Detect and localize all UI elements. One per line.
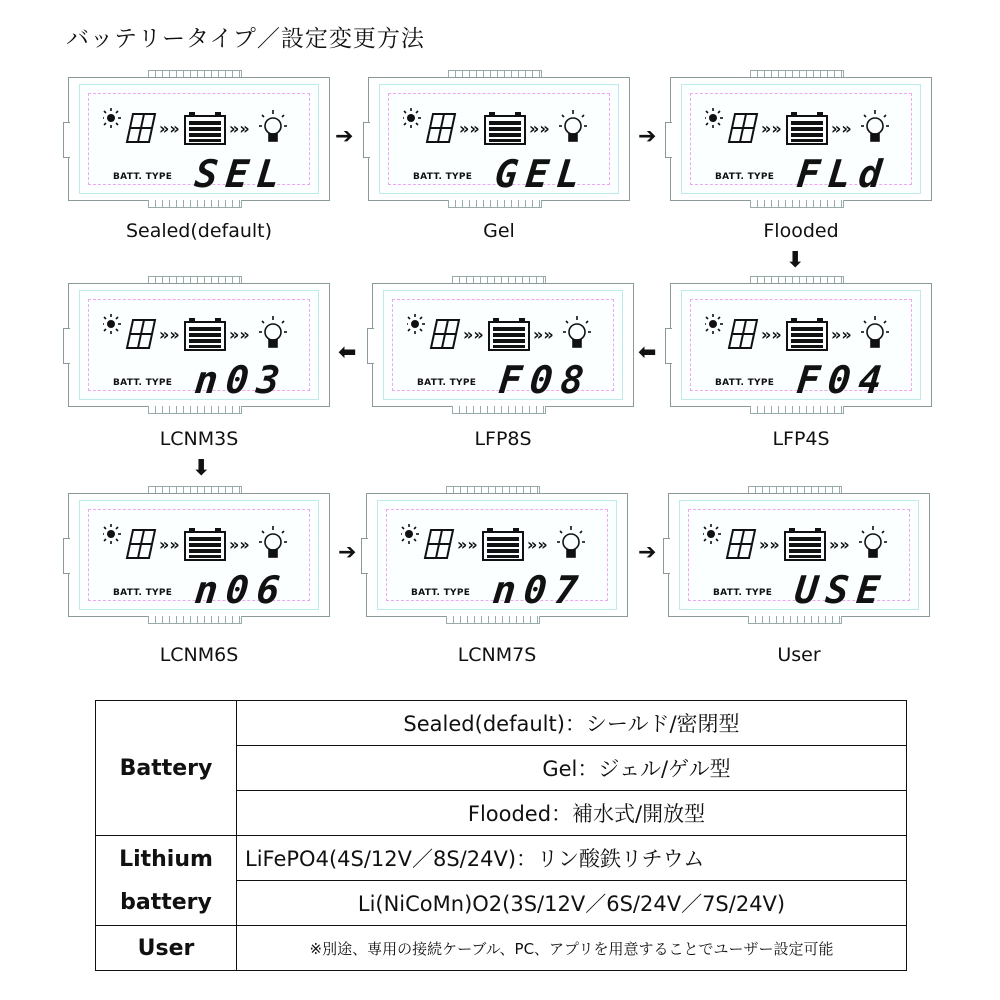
sun-icon <box>705 108 723 128</box>
side-tab <box>367 328 374 364</box>
battery-icon <box>185 528 225 560</box>
connector-pins-bottom <box>148 616 242 624</box>
flow-arrows-icon <box>463 325 484 344</box>
connector-pins-bottom <box>446 616 540 624</box>
lcd-frame <box>670 283 932 407</box>
gel-row: Gel：ジェル/ゲル型 <box>237 746 907 791</box>
lcd-view-area <box>88 93 310 196</box>
lcd-glass <box>681 84 921 194</box>
lcd-code: F08 <box>496 358 594 402</box>
status-icons <box>403 106 603 146</box>
flow-arrows-icon-2 <box>533 325 554 344</box>
flow-arrows-icon <box>761 325 782 344</box>
lcd-glass <box>679 500 919 610</box>
solar-panel-icon <box>729 114 757 142</box>
arrow-down-2: ⬇ <box>192 456 211 481</box>
lcd-glass <box>79 290 319 400</box>
status-icons <box>103 106 303 146</box>
flow-arrows-icon <box>159 119 180 138</box>
arrow-left-1: ⬅ <box>638 340 657 365</box>
lcd-view-area <box>88 299 310 402</box>
flow-arrows-icon <box>159 535 180 554</box>
sun-icon <box>407 314 425 334</box>
batt-type-label: BATT. TYPE <box>715 172 775 182</box>
screen-label-7: LCNM6S <box>159 644 239 666</box>
lcd-code: SEL <box>192 152 290 196</box>
svg-text:»»: »» <box>463 325 484 344</box>
batt-type-label: BATT. TYPE <box>413 172 473 182</box>
lcd-code: n06 <box>192 568 290 612</box>
lcd-code: FLd <box>794 152 892 196</box>
flow-arrows-icon <box>759 535 780 554</box>
sun-icon <box>403 108 421 128</box>
bulb-icon <box>259 110 287 141</box>
lcd-screen-6 <box>68 276 330 414</box>
solar-panel-icon <box>425 530 453 558</box>
solar-panel-icon <box>127 530 155 558</box>
arrow-down-1: ⬇ <box>786 248 805 273</box>
lcd-code: GEL <box>492 152 590 196</box>
battery-icon <box>787 318 827 350</box>
bulb-icon <box>861 110 889 141</box>
flow-arrows-icon-2 <box>831 119 852 138</box>
lcd-glass <box>383 290 623 400</box>
lcd-glass <box>79 500 319 610</box>
sun-icon <box>705 314 723 334</box>
flow-arrows-icon-2 <box>831 325 852 344</box>
status-icons <box>401 522 601 562</box>
side-tab <box>665 122 672 158</box>
status-icons <box>103 522 303 562</box>
solar-panel-icon <box>729 320 757 348</box>
side-tab <box>63 328 70 364</box>
screen-label-9: User <box>777 644 821 666</box>
lcd-screen-7 <box>68 486 330 624</box>
arrow-right-3: ➔ <box>338 540 357 565</box>
bulb-icon <box>563 316 591 347</box>
flow-arrows-icon <box>761 119 782 138</box>
battery-icon <box>485 112 525 144</box>
lcd-view-area <box>388 93 610 196</box>
connector-pins-bottom <box>148 200 242 208</box>
lcd-frame <box>368 77 630 201</box>
lcd-glass <box>79 84 319 194</box>
svg-text:»»: »» <box>761 119 782 138</box>
batt-type-label: BATT. TYPE <box>113 172 173 182</box>
lcd-frame <box>68 283 330 407</box>
lcd-frame <box>668 493 930 617</box>
battery-icon <box>489 318 529 350</box>
lcd-screen-3 <box>670 70 932 208</box>
status-icons <box>103 312 303 352</box>
sun-icon <box>103 524 121 544</box>
battery-icon <box>787 112 827 144</box>
bulb-icon <box>557 526 585 557</box>
side-tab <box>63 538 70 574</box>
screen-label-5: LFP8S <box>474 428 532 450</box>
status-icons <box>705 312 905 352</box>
batt-type-label: BATT. TYPE <box>113 588 173 598</box>
lcd-view-area <box>688 509 910 612</box>
battery-head: Battery <box>96 701 237 836</box>
bulb-icon <box>259 316 287 347</box>
lcd-code: USE <box>792 568 890 612</box>
svg-text:»»: »» <box>459 119 480 138</box>
flow-arrows-icon <box>459 119 480 138</box>
side-tab <box>63 122 70 158</box>
lcd-code: F04 <box>794 358 892 402</box>
connector-pins-bottom <box>750 200 844 208</box>
flow-arrows-icon <box>457 535 478 554</box>
lcd-screen-1 <box>68 70 330 208</box>
solar-panel-icon <box>127 114 155 142</box>
flow-arrows-icon-2 <box>229 325 250 344</box>
sun-icon <box>103 108 121 128</box>
side-tab <box>663 538 670 574</box>
user-head: User <box>96 926 237 971</box>
screen-label-6: LCNM3S <box>159 428 239 450</box>
user-note-row: ※別途、専用の接続ケーブル、PC、アプリを用意することでユーザー設定可能 <box>237 926 907 971</box>
lcd-glass <box>377 500 617 610</box>
sun-icon <box>703 524 721 544</box>
flow-arrows-icon-2 <box>229 535 250 554</box>
bulb-icon <box>861 316 889 347</box>
bulb-icon <box>259 526 287 557</box>
status-icons <box>705 106 905 146</box>
svg-text:»»: »» <box>761 325 782 344</box>
connector-pins-bottom <box>750 406 844 414</box>
battery-icon <box>483 528 523 560</box>
lcd-glass <box>681 290 921 400</box>
sun-icon <box>103 314 121 334</box>
solar-panel-icon <box>431 320 459 348</box>
lcd-glass <box>379 84 619 194</box>
lcd-frame <box>68 493 330 617</box>
svg-text:»»: »» <box>529 119 550 138</box>
batt-type-label: BATT. TYPE <box>411 588 471 598</box>
lcd-code: n07 <box>490 568 588 612</box>
bulb-icon <box>859 526 887 557</box>
lcd-frame <box>366 493 628 617</box>
flow-arrows-icon <box>159 325 180 344</box>
lfp-row: LiFePO4(4S/12V／8S/24V)：リン酸鉄リチウム <box>237 836 907 881</box>
battery-icon <box>185 112 225 144</box>
svg-text:»»: »» <box>229 119 250 138</box>
status-icons <box>407 312 607 352</box>
screen-label-3: Flooded <box>763 220 839 242</box>
flow-arrows-icon-2 <box>529 119 550 138</box>
bulb-icon <box>559 110 587 141</box>
svg-text:»»: »» <box>759 535 780 554</box>
sun-icon <box>401 524 419 544</box>
arrow-right-2: ➔ <box>638 124 657 149</box>
arrow-left-2: ⬅ <box>338 340 357 365</box>
sealed-row: Sealed(default)：シールド/密閉型 <box>237 701 907 746</box>
lcd-view-area <box>386 509 608 612</box>
batt-type-label: BATT. TYPE <box>113 378 173 388</box>
lcd-view-area <box>690 93 912 196</box>
arrow-right-1: ➔ <box>335 124 354 149</box>
arrow-right-4: ➔ <box>638 540 657 565</box>
screen-label-8: LCNM7S <box>457 644 537 666</box>
screen-label-2: Gel <box>483 220 515 242</box>
status-icons <box>703 522 903 562</box>
lcd-view-area <box>392 299 614 402</box>
svg-text:»»: »» <box>831 325 852 344</box>
solar-panel-icon <box>127 320 155 348</box>
svg-text:»»: »» <box>831 119 852 138</box>
svg-text:»»: »» <box>159 535 180 554</box>
lcd-screen-5 <box>372 276 634 414</box>
solar-panel-icon <box>427 114 455 142</box>
battery-type-table <box>95 700 907 971</box>
lcd-screen-9 <box>668 486 930 624</box>
page-title: バッテリータイプ／設定変更方法 <box>66 26 425 52</box>
side-tab <box>361 538 368 574</box>
side-tab <box>363 122 370 158</box>
flooded-row: Flooded：補水式/開放型 <box>237 791 907 836</box>
lcd-frame <box>68 77 330 201</box>
lcd-screen-4 <box>670 276 932 414</box>
svg-text:»»: »» <box>533 325 554 344</box>
connector-pins-bottom <box>148 406 242 414</box>
connector-pins-bottom <box>448 200 542 208</box>
svg-text:»»: »» <box>159 325 180 344</box>
connector-pins-bottom <box>452 406 546 414</box>
flow-arrows-icon-2 <box>527 535 548 554</box>
battery-icon <box>785 528 825 560</box>
svg-text:»»: »» <box>229 325 250 344</box>
lcd-screen-2 <box>368 70 630 208</box>
lcd-view-area <box>690 299 912 402</box>
svg-text:»»: »» <box>457 535 478 554</box>
screen-label-1: Sealed(default) <box>125 220 273 242</box>
lcnm-row: Li(NiCoMn)O2(3S/12V／6S/24V／7S/24V) <box>237 881 907 926</box>
flow-arrows-icon-2 <box>829 535 850 554</box>
screen-label-4: LFP4S <box>772 428 830 450</box>
svg-text:»»: »» <box>159 119 180 138</box>
svg-text:»»: »» <box>829 535 850 554</box>
lithium-head-line1: Lithium <box>119 846 213 872</box>
lithium-head <box>96 836 237 926</box>
lcd-view-area <box>88 509 310 612</box>
flow-arrows-icon-2 <box>229 119 250 138</box>
battery-icon <box>185 318 225 350</box>
svg-text:»»: »» <box>527 535 548 554</box>
batt-type-label: BATT. TYPE <box>417 378 477 388</box>
lcd-code: n03 <box>192 358 290 402</box>
lcd-frame <box>372 283 634 407</box>
lcd-frame <box>670 77 932 201</box>
lcd-screen-8 <box>366 486 628 624</box>
batt-type-label: BATT. TYPE <box>715 378 775 388</box>
svg-text:»»: »» <box>229 535 250 554</box>
side-tab <box>665 328 672 364</box>
connector-pins-bottom <box>748 616 842 624</box>
solar-panel-icon <box>727 530 755 558</box>
lithium-head-line2: battery <box>120 889 212 915</box>
batt-type-label: BATT. TYPE <box>713 588 773 598</box>
